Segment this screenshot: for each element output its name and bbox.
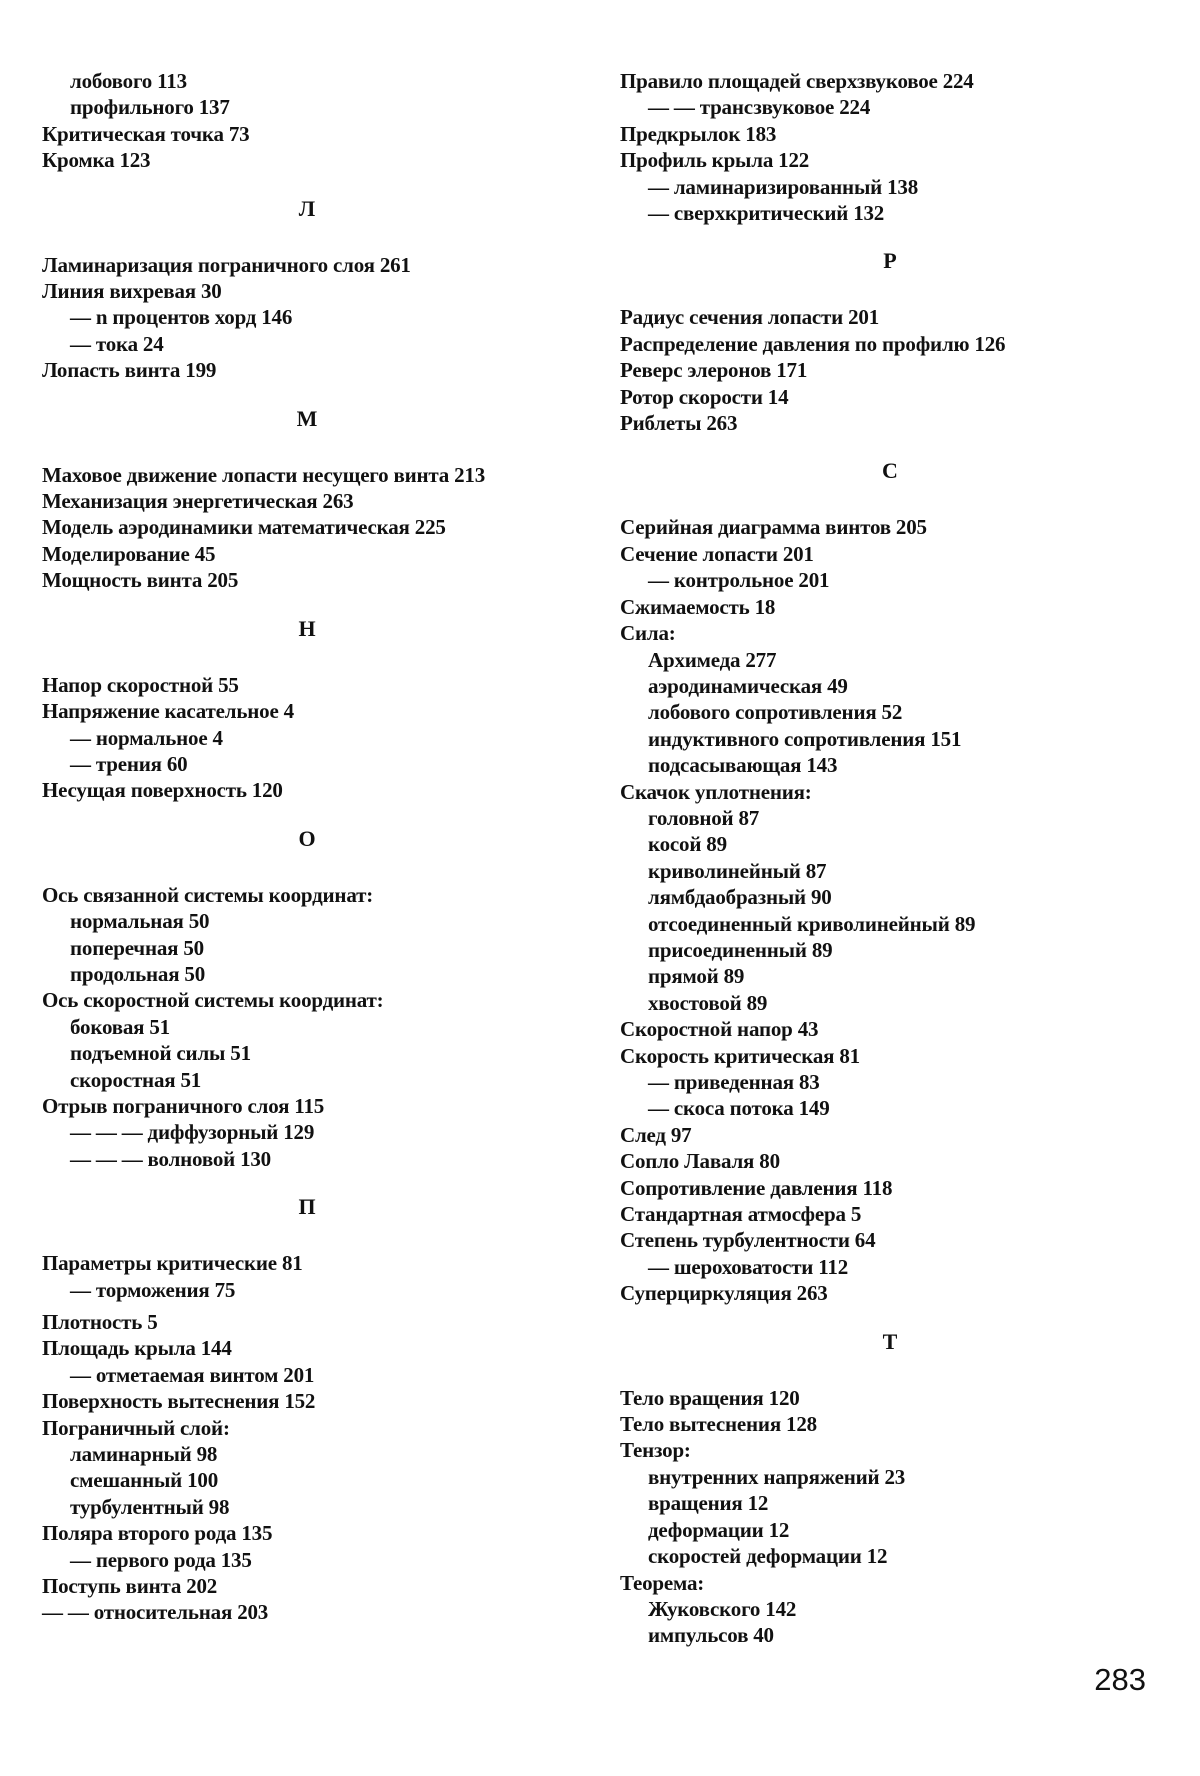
section-letter-n: Н <box>298 615 316 641</box>
index-entry: аэродинамическая 49 <box>648 673 848 698</box>
index-entry: Архимеда 277 <box>648 647 777 672</box>
index-entry: Риблеты 263 <box>620 411 738 436</box>
index-entry: — тока 24 <box>70 331 164 356</box>
index-entry: деформации 12 <box>648 1517 790 1542</box>
index-block-n <box>42 672 572 804</box>
index-entry: поперечная 50 <box>70 935 204 960</box>
index-entry: Кромка 123 <box>42 148 151 173</box>
index-entry: — — относительная 203 <box>42 1600 269 1625</box>
index-entry: нормальная 50 <box>70 909 210 934</box>
index-entry: Профиль крыла 122 <box>620 148 810 173</box>
index-entry: Скачок уплотнения: <box>620 779 812 804</box>
index-entry: — отметаемая винтом 201 <box>70 1362 315 1387</box>
index-entry: — — трансзвуковое 224 <box>648 95 871 120</box>
section-letter-t: Т <box>882 1328 898 1354</box>
index-entry: Механизация энергетическая 263 <box>42 489 354 514</box>
index-entry: криволинейный 87 <box>648 858 827 883</box>
index-entry: — шероховатости 112 <box>648 1254 848 1279</box>
index-entry: Несущая поверхность 120 <box>42 778 283 803</box>
index-entry: Серийная диаграмма винтов 205 <box>620 515 927 540</box>
index-entry: лямбдаобразный 90 <box>648 885 832 910</box>
index-entry: — ламинаризированный 138 <box>648 174 918 199</box>
index-entry: Сопло Лаваля 80 <box>620 1149 780 1174</box>
section-letter-r: Р <box>883 248 897 274</box>
right-column <box>620 68 1160 1649</box>
index-entry: — торможения 75 <box>70 1277 236 1302</box>
index-entry: Теорема: <box>620 1570 705 1595</box>
index-entry: Модель аэродинамики математическая 225 <box>42 515 446 540</box>
index-entry: лобового сопротивления 52 <box>648 700 903 725</box>
index-entry: косой 89 <box>648 832 727 857</box>
section-letter-o: О <box>298 825 316 851</box>
index-entry: Поверхность вытеснения 152 <box>42 1389 316 1414</box>
index-entry: Пограничный слой: <box>42 1415 230 1440</box>
index-entry: Сопротивление давления 118 <box>620 1175 893 1200</box>
index-entry: турбулентный 98 <box>70 1494 230 1519</box>
index-entry: Сжимаемость 18 <box>620 594 776 619</box>
index-entry: индуктивного сопротивления 151 <box>648 726 962 751</box>
index-entry: вращения 12 <box>648 1491 769 1516</box>
index-entry: Отрыв пограничного слоя 115 <box>42 1093 325 1118</box>
index-entry: головной 87 <box>648 805 760 830</box>
index-entry: — скоса потока 149 <box>648 1096 830 1121</box>
index-entry: отсоединенный криволинейный 89 <box>648 911 976 936</box>
index-entry: скоростная 51 <box>70 1067 202 1092</box>
section-letter-m: М <box>296 405 318 431</box>
index-block-s <box>620 514 1160 1306</box>
index-block-p <box>42 1250 572 1626</box>
index-entry: Реверс элеронов 171 <box>620 358 808 383</box>
index-entry: подсасывающая 143 <box>648 753 838 778</box>
index-entry: боковая 51 <box>70 1014 170 1039</box>
index-entry: внутренних напряжений 23 <box>648 1464 906 1489</box>
section-letter-l: Л <box>298 195 316 221</box>
index-block-m <box>42 462 572 594</box>
index-block-o <box>42 882 572 1172</box>
index-entry: Радиус сечения лопасти 201 <box>620 305 879 330</box>
index-entry: лобового 113 <box>70 69 187 93</box>
index-entry: смешанный 100 <box>70 1468 219 1493</box>
index-entry: Лопасть винта 199 <box>42 358 217 383</box>
index-entry: Ламинаризация пограничного слоя 261 <box>42 252 411 277</box>
index-entry: ламинарный 98 <box>70 1442 218 1467</box>
index-entry: Напор скоростной 55 <box>42 672 239 697</box>
index-entry: След 97 <box>620 1122 692 1147</box>
index-entry: импульсов 40 <box>648 1623 774 1648</box>
index-entry: Маховое движение лопасти несущего винта 213 <box>42 462 486 487</box>
index-entry: Критическая точка 73 <box>42 121 250 146</box>
index-block-l <box>42 252 572 384</box>
left-column <box>42 68 572 1626</box>
index-entry: Параметры критические 81 <box>42 1251 303 1276</box>
index-entry: Моделирование 45 <box>42 541 216 566</box>
index-entry: Тело вращения 120 <box>620 1385 800 1410</box>
index-block-p-continued <box>620 68 1160 226</box>
index-entry: Скорость критическая 81 <box>620 1043 860 1068</box>
index-entry: Распределение давления по профилю 126 <box>620 331 1006 356</box>
index-block-k-continued <box>42 68 572 174</box>
index-entry: профильного 137 <box>70 95 230 120</box>
page-number: 283 <box>1094 1662 1146 1697</box>
index-entry: Плотность 5 <box>42 1310 158 1334</box>
index-entry: продольная 50 <box>70 961 206 986</box>
index-entry: — трения 60 <box>70 751 188 776</box>
index-entry: — сверхкритический 132 <box>648 201 885 226</box>
index-block-r <box>620 304 1160 436</box>
index-entry: Сила: <box>620 621 676 646</box>
index-entry: Мощность винта 205 <box>42 568 239 593</box>
index-entry: — — — диффузорный 129 <box>70 1120 315 1145</box>
index-entry: Суперциркуляция 263 <box>620 1281 828 1306</box>
index-entry: Площадь крыла 144 <box>42 1336 232 1361</box>
index-entry: Поляра второго рода 135 <box>42 1521 273 1546</box>
index-entry: Поступь винта 202 <box>42 1574 218 1599</box>
index-entry: — нормальное 4 <box>70 725 223 750</box>
index-entry: Скоростной напор 43 <box>620 1017 819 1042</box>
index-entry: — первого рода 135 <box>70 1547 252 1572</box>
index-entry: — контрольное 201 <box>648 568 830 593</box>
index-entry: — n процентов хорд 146 <box>70 305 293 330</box>
index-entry: Ось связанной системы координат: <box>42 882 373 907</box>
index-entry: Правило площадей сверхзвуковое 224 <box>620 69 974 93</box>
index-entry: скоростей деформации 12 <box>648 1544 888 1569</box>
index-entry: Ось скоростной системы координат: <box>42 988 384 1013</box>
index-entry: присоединенный 89 <box>648 937 833 962</box>
index-entry: Тензор: <box>620 1438 691 1463</box>
index-entry: Линия вихревая 30 <box>42 279 222 304</box>
index-entry: — приведенная 83 <box>648 1070 820 1094</box>
index-entry: Ротор скорости 14 <box>620 384 789 409</box>
index-entry: Предкрылок 183 <box>620 121 777 146</box>
index-entry: подъемной силы 51 <box>70 1041 251 1066</box>
index-entry: прямой 89 <box>648 964 745 989</box>
index-entry: Напряжение касательное 4 <box>42 699 294 724</box>
section-letter-p: П <box>298 1194 316 1220</box>
index-entry: Тело вытеснения 128 <box>620 1412 817 1437</box>
index-entry: Жуковского 142 <box>648 1596 797 1621</box>
index-block-t <box>620 1385 1160 1649</box>
index-entry: Степень турбулентности 64 <box>620 1228 876 1253</box>
index-entry: хвостовой 89 <box>648 990 768 1015</box>
index-entry: — — — волновой 130 <box>70 1146 271 1171</box>
index-entry: Сечение лопасти 201 <box>620 541 814 566</box>
section-letter-s: С <box>882 458 898 484</box>
index-entry: Стандартная атмосфера 5 <box>620 1202 862 1227</box>
